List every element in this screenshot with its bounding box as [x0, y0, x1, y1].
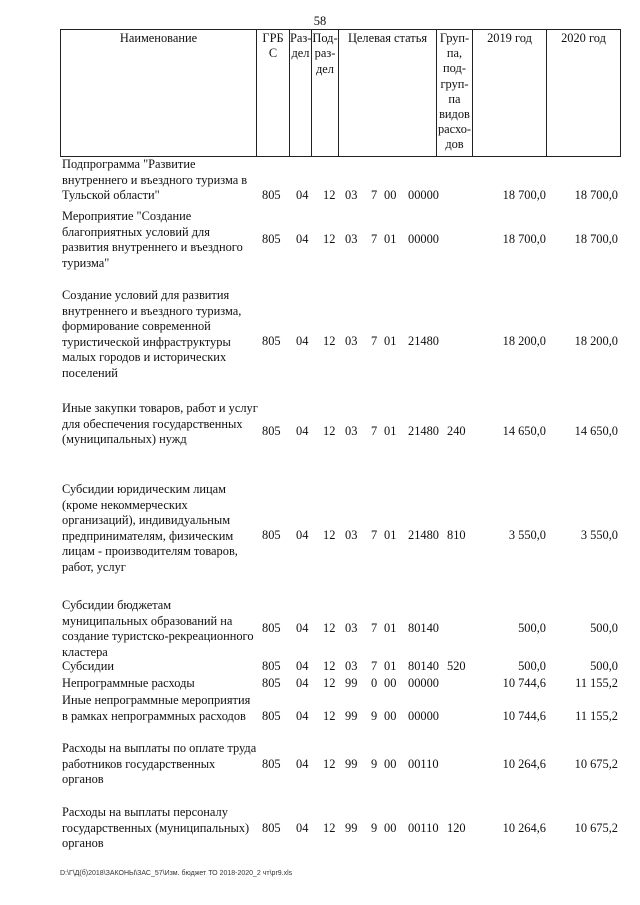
cell-rz: 04: [296, 188, 309, 202]
cell-v2019: 10 744,6: [502, 676, 546, 690]
cell-c1: 99: [345, 676, 358, 690]
cell-v2019: 3 550,0: [508, 528, 546, 542]
cell-c1: 03: [345, 621, 358, 635]
cell-grbs: 805: [262, 334, 281, 348]
cell-c1: 03: [345, 424, 358, 438]
header-target-label: Целевая статья: [347, 31, 428, 45]
row-name: Субсидии юридическим лицам (кроме некоммерческих организаций), индивидуальным предпринимателям, физическим лицам - производителям товаров, работ, услуг: [62, 482, 238, 574]
cell-c3: 01: [384, 424, 397, 438]
cell-rz: 04: [296, 676, 309, 690]
cell-v2020: 500,0: [590, 621, 618, 635]
cell-v2020: 11 155,2: [575, 709, 618, 723]
cell-rz: 04: [296, 757, 309, 771]
cell-c1: 03: [345, 659, 358, 673]
row-name: Субсидии: [62, 659, 114, 673]
row-name: Создание условий для развития внутреннего и въездного туризма, формирование современной туристической инфраструктуры малых городов и исторических поселений: [62, 288, 242, 380]
file-path-footer: D:\Г\Д(б)2018\ЗАКОНЫ\ЗАС_57\Изм. бюджет ТО 2018-2020_2 чт\pr9.xls: [60, 870, 293, 877]
header-grbs-line: С: [268, 46, 278, 61]
cell-c3: 01: [384, 621, 397, 635]
cell-c2: 7: [371, 659, 378, 673]
cell-v2020: 18 200,0: [574, 334, 618, 348]
cell-c1: 99: [345, 709, 358, 723]
cell-v2019: 18 700,0: [502, 188, 546, 202]
cell-pr: 12: [323, 621, 336, 635]
cell-vr: 520: [447, 659, 466, 673]
cell-c3: 01: [384, 528, 397, 542]
cell-c2: 9: [371, 821, 378, 835]
cell-pr: 12: [323, 659, 336, 673]
cell-v2019: 500,0: [518, 659, 546, 673]
cell-rz: 04: [296, 424, 309, 438]
cell-v2020: 3 550,0: [580, 528, 618, 542]
header-group-line: дов: [445, 137, 464, 152]
cell-c2: 7: [371, 424, 378, 438]
cell-c1: 03: [345, 232, 358, 246]
cell-rz: 04: [296, 232, 309, 246]
cell-v2019: 18 700,0: [502, 232, 546, 246]
cell-c4: 80140: [408, 621, 439, 635]
header-group: [437, 30, 473, 157]
cell-rz: 04: [296, 528, 309, 542]
header-podrazdel-line: дел: [316, 61, 334, 76]
cell-pr: 12: [323, 757, 336, 771]
cell-c4: 00110: [408, 757, 439, 771]
header-group-line: расхо-: [437, 122, 472, 137]
cell-c4: 21480: [408, 334, 439, 348]
cell-c2: 7: [371, 621, 378, 635]
header-2019-label: 2019 год: [487, 31, 532, 45]
cell-grbs: 805: [262, 528, 281, 542]
cell-c4: 21480: [408, 528, 439, 542]
cell-pr: 12: [323, 334, 336, 348]
cell-rz: 04: [296, 709, 309, 723]
cell-c3: 00: [384, 821, 397, 835]
cell-v2020: 11 155,2: [575, 676, 618, 690]
header-podrazdel-line: раз-: [314, 46, 336, 61]
cell-c2: 9: [371, 709, 378, 723]
header-group-line: под-: [443, 61, 466, 76]
cell-c3: 00: [384, 709, 397, 723]
table-header: [60, 29, 621, 157]
header-name: [61, 30, 257, 157]
cell-grbs: 805: [262, 821, 281, 835]
cell-v2020: 14 650,0: [574, 424, 618, 438]
cell-c3: 01: [384, 659, 397, 673]
header-grbs: [257, 30, 290, 157]
cell-c4: 00000: [408, 676, 439, 690]
cell-c2: 0: [371, 676, 378, 690]
cell-grbs: 805: [262, 424, 281, 438]
header-group-line: груп-: [440, 76, 469, 91]
header-group-line: видов: [439, 107, 470, 122]
cell-grbs: 805: [262, 709, 281, 723]
cell-c4: 00000: [408, 188, 439, 202]
cell-c1: 99: [345, 821, 358, 835]
cell-rz: 04: [296, 659, 309, 673]
cell-grbs: 805: [262, 676, 281, 690]
cell-rz: 04: [296, 621, 309, 635]
cell-c3: 00: [384, 188, 397, 202]
header-group-line: па,: [446, 46, 463, 61]
row-name: Иные закупки товаров, работ и услуг для обеспечения государственных (муниципальных) нужд: [62, 401, 258, 447]
row-name: Расходы на выплаты по оплате труда работников государственных органов: [62, 741, 257, 787]
cell-c3: 01: [384, 334, 397, 348]
cell-v2020: 18 700,0: [574, 188, 618, 202]
cell-c2: 7: [371, 188, 378, 202]
page-number: 58: [313, 14, 327, 28]
row-name: Расходы на выплаты персоналу государственных (муниципальных) органов: [62, 805, 250, 851]
cell-v2019: 500,0: [518, 621, 546, 635]
cell-rz: 04: [296, 334, 309, 348]
cell-pr: 12: [323, 821, 336, 835]
cell-c2: 9: [371, 757, 378, 771]
header-podrazdel-line: Под-: [312, 31, 338, 45]
header-2020: [547, 30, 621, 157]
cell-grbs: 805: [262, 188, 281, 202]
cell-v2020: 18 700,0: [574, 232, 618, 246]
cell-v2019: 18 200,0: [502, 334, 546, 348]
cell-c2: 7: [371, 232, 378, 246]
cell-c1: 03: [345, 528, 358, 542]
cell-c3: 00: [384, 757, 397, 771]
header-razdel-line: дел: [291, 46, 310, 61]
cell-v2020: 500,0: [590, 659, 618, 673]
row-name: Иные непрограммные мероприятия в рамках непрограммных расходов: [62, 693, 251, 723]
cell-pr: 12: [323, 676, 336, 690]
cell-v2020: 10 675,2: [574, 821, 618, 835]
cell-grbs: 805: [262, 659, 281, 673]
row-name: Непрограммные расходы: [62, 676, 195, 690]
cell-c2: 7: [371, 334, 378, 348]
row-name: Мероприятие "Создание благоприятных условий для развития внутреннего и въездного туризма": [62, 209, 243, 270]
row-name: Подпрограмма "Развитие внутреннего и въездного туризма в Тульской области": [62, 157, 248, 203]
cell-pr: 12: [323, 232, 336, 246]
cell-v2020: 10 675,2: [574, 757, 618, 771]
header-2020-label: 2020 год: [561, 31, 606, 45]
cell-v2019: 10 264,6: [502, 757, 546, 771]
cell-c3: 01: [384, 232, 397, 246]
cell-c4: 00000: [408, 232, 439, 246]
header-podrazdel: [312, 30, 339, 157]
cell-grbs: 805: [262, 232, 281, 246]
cell-v2019: 14 650,0: [502, 424, 546, 438]
cell-c1: 03: [345, 188, 358, 202]
cell-pr: 12: [323, 528, 336, 542]
cell-c4: 00000: [408, 709, 439, 723]
cell-c4: 21480: [408, 424, 439, 438]
cell-grbs: 805: [262, 757, 281, 771]
header-razdel-line: Раз-: [290, 31, 312, 45]
header-target: [339, 30, 437, 157]
cell-rz: 04: [296, 821, 309, 835]
header-grbs-line: ГРБ: [262, 31, 284, 45]
row-name: Субсидии бюджетам муниципальных образований на создание туристско-рекреационного кластера: [62, 598, 254, 659]
cell-v2019: 10 744,6: [502, 709, 546, 723]
cell-vr: 810: [447, 528, 466, 542]
header-group-line: Груп-: [439, 31, 470, 45]
cell-c3: 00: [384, 676, 397, 690]
header-2019: [473, 30, 547, 157]
cell-c1: 03: [345, 334, 358, 348]
cell-pr: 12: [323, 709, 336, 723]
cell-c4: 00110: [408, 821, 439, 835]
cell-c4: 80140: [408, 659, 439, 673]
cell-pr: 12: [323, 188, 336, 202]
header-razdel: [290, 30, 312, 157]
cell-v2019: 10 264,6: [502, 821, 546, 835]
header-group-line: па: [448, 91, 461, 106]
cell-vr: 120: [447, 821, 466, 835]
header-name-label: Наименование: [119, 31, 198, 45]
cell-c2: 7: [371, 528, 378, 542]
cell-grbs: 805: [262, 621, 281, 635]
cell-pr: 12: [323, 424, 336, 438]
cell-vr: 240: [447, 424, 466, 438]
cell-c1: 99: [345, 757, 358, 771]
